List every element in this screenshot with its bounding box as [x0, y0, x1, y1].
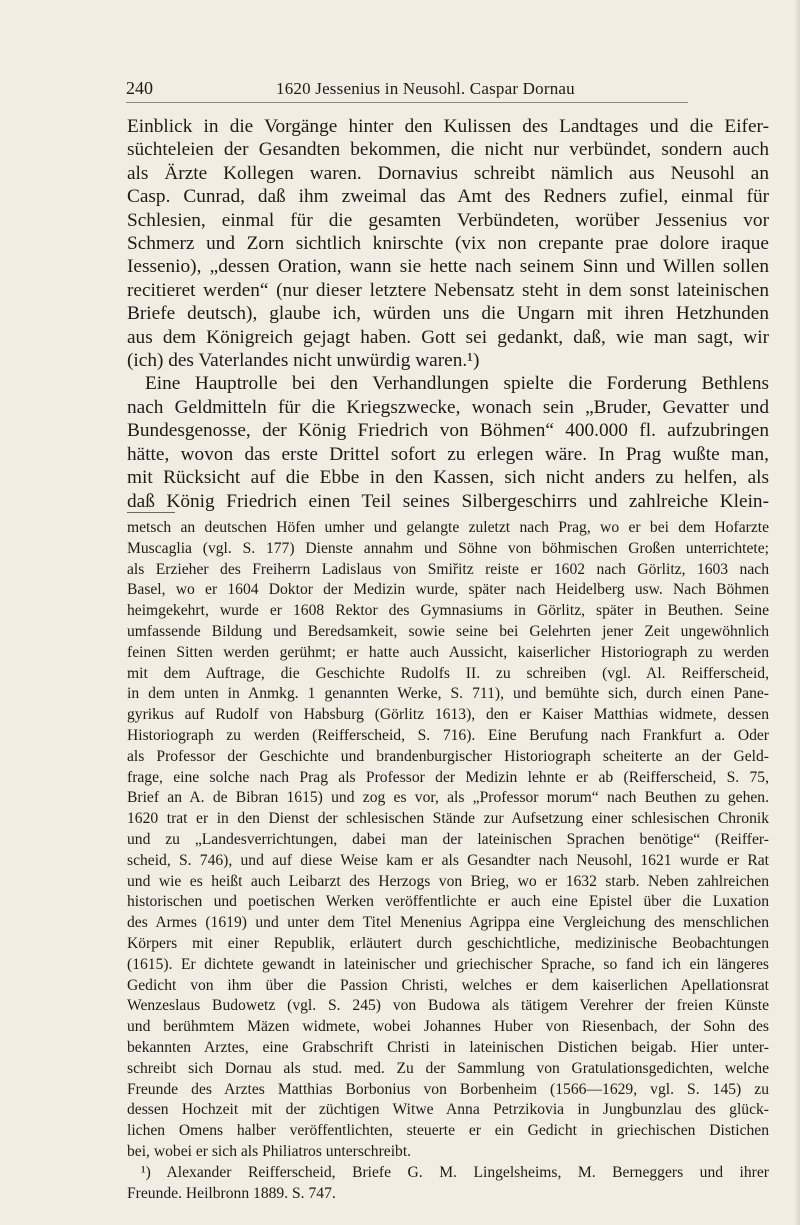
page-number: 240 [126, 78, 153, 98]
footnote-line: bei, wobei er sich als Philiatros unterschreibt. [127, 1142, 412, 1160]
main-line: hätte, wovon das erste Drittel sofort zu erlegen wäre. In Prag wußte man, [127, 443, 769, 465]
main-line: aus dem Königreich gejagt haben. Gott sei gedankt, daß, wie man sagt, wir [127, 326, 769, 348]
main-line: mit Rücksicht auf die Ebbe in den Kassen, sich nicht anders zu helfen, als [127, 467, 769, 489]
footnote-line: umfassende Bildung und Beredsamkeit, sowie seine bei Gelehrten jener Zeit ungewöhnlich [127, 622, 769, 640]
footnote-line: schreibt sich Dornau als stud. med. Zu der Sammlung von Gratulationsgedichten, welche [127, 1059, 769, 1077]
footnote-line: und zu „Landesverrichtungen, dabei man der lateinischen Sprachen benötige“ (Reiffer- [127, 830, 769, 848]
footnote-line: scheid, S. 746), und auf diese Weise kam er als Gesandter nach Neusohl, 1621 wurde er Rat [127, 851, 769, 869]
footnote-line: (1615). Er dichtete gewandt in lateinischer und griechischer Sprache, so fand ich ein längeres [127, 955, 769, 973]
main-line: Eine Hauptrolle bei den Verhandlungen spielte die Forderung Bethlens [145, 373, 769, 395]
footnote-line: Freunde des Arztes Matthias Borbonius von Borbenheim (1566—1629, vgl. S. 145) zu [127, 1080, 769, 1098]
footnote-line: Basel, wo er 1604 Doktor der Medizin wurde, später nach Heidelberg usw. Nach Böhmen [127, 581, 769, 599]
footnote-line: historischen und poetischen Werken veröffentlichte er auch eine Epistel über die Luxation [127, 893, 769, 911]
running-header [126, 78, 688, 99]
main-line: Einblick in die Vorgänge hinter den Kulissen des Landtages und die Eifer- [127, 116, 769, 137]
running-title: 1620 Jessenius in Neusohl. Caspar Dornau [276, 79, 575, 98]
footnote-line: Wenzeslaus Budowetz (vgl. S. 245) von Budowa als tätigem Verehrer der freien Künste [127, 997, 769, 1015]
main-line: recitieret werden“ (nur dieser letztere Nebensatz steht in dem sonst lateinischen [127, 279, 769, 301]
footnote-line: frage, eine solche nach Prag als Professor der Medizin lehnte er ab (Reifferscheid, S. 75, [127, 768, 769, 786]
footnote-line: Brief an A. de Bibran 1615) und zog es vor, als „Professor morum“ nach Beuthen zu gehen. [127, 789, 769, 807]
footnote-line: als Professor der Geschichte und brandenburgischer Historiograph scheiterte an der Geld- [127, 747, 769, 765]
footnote-line: in dem unten in Anmkg. 1 genannten Werke, S. 711), und bemühte sich, durch einen Pane- [127, 685, 769, 703]
footnotes [127, 518, 769, 1204]
footnote-rule [127, 512, 175, 513]
main-line: Bundesgenosse, der König Friedrich von Böhmen“ 400.000 fl. aufzubringen [127, 420, 769, 442]
main-line: Iessenio), „dessen Oration, wann sie hette nach seinem Sinn und Willen sollen [127, 256, 769, 278]
header-rule [126, 102, 688, 103]
footnote-line: lichen Omens halber veröffentlichten, steuerte er ein Gedicht in griechischen Distichen [127, 1122, 769, 1140]
page-edge-shadow [794, 0, 800, 1225]
footnote-line: als Erzieher des Freiherrn Ladislaus von Smiřitz reiste er 1602 nach Görlitz, 1603 nach [127, 560, 769, 578]
main-text [127, 115, 769, 513]
main-line: Casp. Cunrad, daß ihm zweimal das Amt des Redners zufiel, einmal für [127, 186, 769, 208]
footnote-line: metsch an deutschen Höfen umher und gelangte zuletzt nach Prag, wo er bei dem Hofarzte [127, 519, 769, 536]
footnote-line: Gedicht von ihm über die Passion Christi, welches er dem kaiserlichen Apellationsrat [127, 976, 769, 994]
footnote-line: ¹) Alexander Reifferscheid, Briefe G. M. Lingelsheims, M. Berneggers und ihrer [141, 1163, 769, 1181]
footnote-line: und berühmtem Mäzen widmete, wobei Johannes Huber von Riesenbach, der Sohn des [127, 1018, 769, 1036]
main-line: daß König Friedrich einen Teil seines Silbergeschirrs und zahlreiche Klein- [127, 490, 769, 512]
footnote-line: 1620 trat er in den Dienst der schlesischen Stände zur Aufsetzung einer schlesischen Chronik [127, 810, 769, 828]
main-line: Briefe deutsch), glaube ich, würden uns die Ungarn mit ihren Hetzhunden [127, 303, 769, 325]
footnote-line: mit dem Auftrage, die Geschichte Rudolfs II. zu schreiben (vgl. Al. Reifferscheid, [127, 664, 769, 682]
footnote-line: feinen Sitten werden gerühmt; er hatte auch Aussicht, kaiserlicher Historiograph zu werden [127, 643, 769, 661]
footnote-line: des Armes (1619) und unter dem Titel Menenius Agrippa eine Vergleichung des menschlichen [127, 914, 769, 932]
main-line: Schlesien, einmal für die gesamten Verbündeten, worüber Jessenius vor [127, 209, 769, 231]
footnote-line: gyrikus auf Rudolf von Habsburg (Görlitz 1613), den er Kaiser Matthias widmete, dessen [127, 706, 769, 724]
footnote-line: Körpers mit einer Republik, erläutert durch geschichtliche, medizinische Beobachtungen [127, 934, 769, 952]
footnote-line: Freunde. Heilbronn 1889. S. 747. [127, 1184, 336, 1202]
main-line: nach Geldmitteln für die Kriegszwecke, wonach sein „Bruder, Gevatter und [127, 396, 769, 418]
footnote-line: Historiograph zu werden (Reifferscheid, S. 716). Eine Berufung nach Frankfurt a. Oder [127, 726, 769, 744]
footnote-line: und wie es heißt auch Leibarzt des Herzogs von Brieg, wo er 1632 starb. Neben zahlreichen [127, 872, 769, 890]
main-line: Schmerz und Zorn sichtlich knirschte (vix non crepante prae dolore iraque [127, 233, 769, 255]
main-line: süchteleien der Gesandten bekommen, die nicht nur verbündet, sondern auch [127, 139, 769, 161]
main-line: als Ärzte Kollegen waren. Dornavius schreibt nämlich aus Neusohl an [127, 162, 769, 184]
footnote-line: bekannten Arztes, eine Grabschrift Christi in lateinischen Distichen beigab. Hier unter- [127, 1038, 769, 1056]
main-line: (ich) des Vaterlandes nicht unwürdig waren.¹) [127, 350, 480, 372]
footnote-line: Muscaglia (vgl. S. 177) Dienste annahm und Söhne von böhmischen Großen unterrichtete; [127, 539, 769, 557]
footnote-line: dessen Hochzeit mit der züchtigen Witwe Anna Petrzikovia in Jungbunzlau des glück- [127, 1101, 769, 1119]
footnote-line: heimgekehrt, wurde er 1608 Rektor des Gymnasiums in Görlitz, später in Beuthen. Seine [127, 602, 769, 620]
